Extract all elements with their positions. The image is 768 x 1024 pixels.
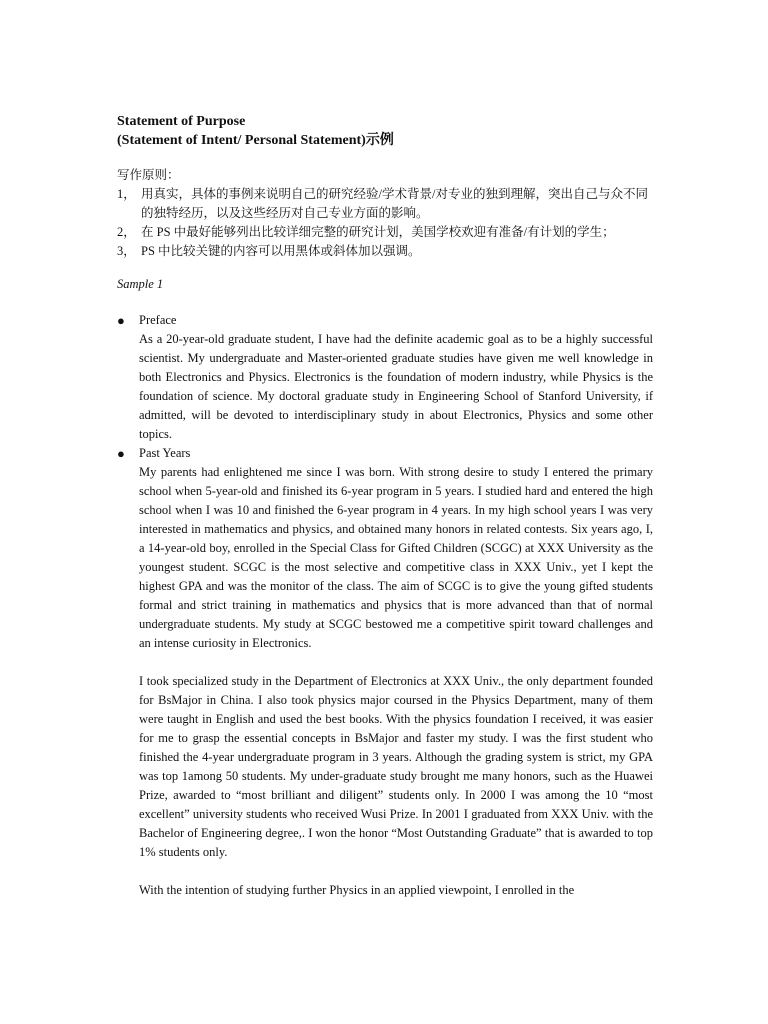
section-heading: Past Years [139,446,191,460]
principles-heading: 写作原则： [117,168,180,182]
principle-text: PS 中比较关键的内容可以用黑体或斜体加以强调。 [141,244,421,258]
bullet-icon: ● [117,313,125,328]
principle-text: 在 PS 中最好能够列出比较详细完整的研究计划，美国学校欢迎有准备/有计划的学生； [141,225,615,239]
principle-text: 用真实，具体的事例来说明自己的研究经验/学术背景/对专业的独到理解，突出自己与众不同的独特经历，以及这些经历对自己专业方面的影响。 [141,187,648,220]
principle-item [117,223,653,242]
principles-list [117,185,653,261]
sample-label: Sample 1 [117,277,164,291]
section-paragraph: With the intention of studying further Physics in an applied viewpoint, I enrolled in the [139,883,575,897]
bullet-icon: ● [117,446,125,461]
document-body [117,112,653,900]
section-heading: Preface [139,313,177,327]
principle-number: 2， [117,225,136,239]
section-paragraph: As a 20-year-old graduate student, I have had the definite academic goal as to be a highly successful scientist. My undergraduate and Master-oriented graduate studies have given me well knowledge in both Electronics and Physics. Electronics is the foundation of modern industry, while Physics is the foundation of science. My doctoral graduate study in Engineering School of Stanford University, if admitted, will be devoted to interdisciplinary study in about Electronics, Physics and some other topics. [139,332,653,441]
section-preface [117,311,653,444]
section-past-years [117,444,653,900]
title-line-1: Statement of Purpose [117,114,246,129]
principle-item [117,185,653,223]
principle-number: 3， [117,244,136,258]
section-paragraph: My parents had enlightened me since I was born. With strong desire to study I entered the primary school when 5-year-old and finished its 6-year program in 5 years. I studied hard and entered the high school when I was 10 and finished the 6-year program in 4 years. In my high school years I was very interested in mathematics and physics, and obtained many honors in related contests. Six years ago, I, a 14-year-old boy, enrolled in the Special Class for Gifted Children (SCGC) at XXX University as the youngest student. SCGC is the most selective and competitive class in XXX Univ., yet I kept the highest GPA and was the monitor of the class. The aim of SCGC is to give the young gifted students formal and strict training in mathematics and physics that is more advanced than that of normal undergraduate students. My study at SCGC bestowed me a competitive spirit toward challenges and an intense curiosity in Electronics. [139,465,653,650]
principle-item [117,242,653,261]
principle-number: 1， [117,187,136,201]
title-line-2: (Statement of Intent/ Personal Statement)示例 [117,133,394,148]
section-paragraph: I took specialized study in the Department of Electronics at XXX Univ., the only department founded for BsMajor in China. I also took physics major coursed in the Physics Department, many of them were taught in English and used the best books. With the physics foundation I received, it was easier for me to grasp the essential concepts in BsMajor and faster my study. I was the first student who finished the 4-year undergraduate program in 3 years. Although the grading system is strict, my GPA was top 1among 50 students. My under-graduate study brought me many honors, such as the Huawei Prize, awarded to “most brilliant and diligent” students only. In 2000 I was among the 10 “most excellent” university students who received Wusi Prize. In 2001 I graduated from XXX Univ. with the Bachelor of Engineering degree,. I won the honor “Most Outstanding Graduate” that is awarded to top 1% students only. [139,674,653,859]
writing-principles [117,166,653,261]
